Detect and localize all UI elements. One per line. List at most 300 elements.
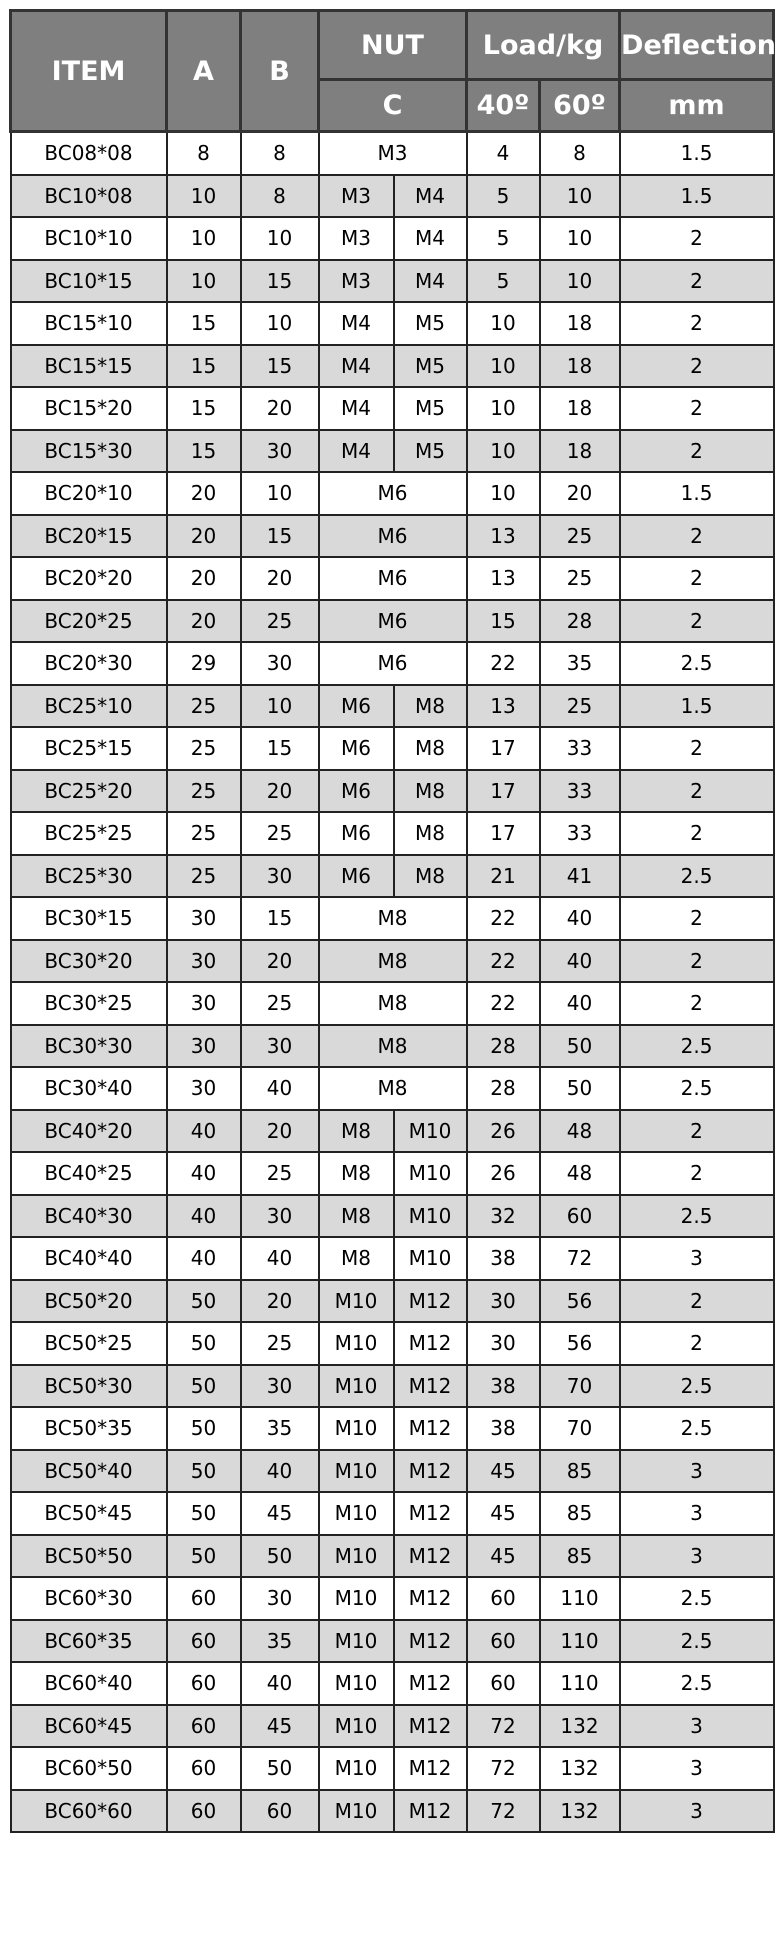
- table-row: [11, 1450, 774, 1493]
- a-cell: 30: [167, 897, 241, 940]
- item-cell: BC50*25: [11, 1322, 167, 1365]
- deflection-cell: 2: [620, 940, 774, 983]
- deflection-cell: 2: [620, 217, 774, 260]
- nut-cell: M12: [394, 1407, 467, 1450]
- item-cell: BC40*20: [11, 1110, 167, 1153]
- header-item: ITEM: [11, 11, 167, 132]
- load-60-cell: 10: [540, 175, 620, 218]
- b-cell: 25: [241, 1322, 319, 1365]
- nut-cell: M3: [319, 260, 394, 303]
- b-cell: 50: [241, 1747, 319, 1790]
- item-cell: BC60*45: [11, 1705, 167, 1748]
- table-row: [11, 1620, 774, 1663]
- nut-cell: M10: [319, 1280, 394, 1323]
- deflection-cell: 2: [620, 387, 774, 430]
- load-60-cell: 18: [540, 345, 620, 388]
- item-cell: BC10*08: [11, 175, 167, 218]
- header-a: A: [167, 11, 241, 132]
- nut-cell: M6: [319, 472, 467, 515]
- item-cell: BC50*40: [11, 1450, 167, 1493]
- a-cell: 25: [167, 770, 241, 813]
- a-cell: 50: [167, 1450, 241, 1493]
- b-cell: 25: [241, 600, 319, 643]
- load-40-cell: 15: [467, 600, 540, 643]
- table-row: [11, 1152, 774, 1195]
- item-cell: BC25*10: [11, 685, 167, 728]
- a-cell: 25: [167, 727, 241, 770]
- load-40-cell: 32: [467, 1195, 540, 1238]
- deflection-cell: 2: [620, 812, 774, 855]
- nut-cell: M3: [319, 175, 394, 218]
- item-cell: BC20*15: [11, 515, 167, 558]
- a-cell: 50: [167, 1492, 241, 1535]
- nut-cell: M6: [319, 685, 394, 728]
- deflection-cell: 2: [620, 1152, 774, 1195]
- item-cell: BC20*30: [11, 642, 167, 685]
- load-60-cell: 18: [540, 430, 620, 473]
- nut-cell: M8: [319, 1237, 394, 1280]
- nut-cell: M8: [394, 727, 467, 770]
- load-40-cell: 10: [467, 472, 540, 515]
- b-cell: 40: [241, 1237, 319, 1280]
- a-cell: 10: [167, 175, 241, 218]
- table-row: [11, 387, 774, 430]
- table-row: [11, 982, 774, 1025]
- a-cell: 15: [167, 302, 241, 345]
- b-cell: 8: [241, 175, 319, 218]
- load-60-cell: 70: [540, 1407, 620, 1450]
- nut-cell: M10: [319, 1450, 394, 1493]
- item-cell: BC40*30: [11, 1195, 167, 1238]
- load-60-cell: 41: [540, 855, 620, 898]
- load-40-cell: 60: [467, 1577, 540, 1620]
- a-cell: 40: [167, 1195, 241, 1238]
- load-40-cell: 60: [467, 1662, 540, 1705]
- table-header: [11, 11, 777, 132]
- nut-cell: M10: [319, 1492, 394, 1535]
- load-60-cell: 33: [540, 812, 620, 855]
- table-row: [11, 302, 774, 345]
- nut-cell: M6: [319, 557, 467, 600]
- deflection-cell: 2.5: [620, 1577, 774, 1620]
- nut-cell: M8: [319, 940, 467, 983]
- b-cell: 10: [241, 685, 319, 728]
- load-40-cell: 45: [467, 1535, 540, 1578]
- a-cell: 40: [167, 1110, 241, 1153]
- item-cell: BC60*30: [11, 1577, 167, 1620]
- a-cell: 15: [167, 345, 241, 388]
- load-60-cell: 33: [540, 770, 620, 813]
- load-60-cell: 25: [540, 685, 620, 728]
- b-cell: 40: [241, 1067, 319, 1110]
- load-40-cell: 72: [467, 1747, 540, 1790]
- nut-cell: M12: [394, 1705, 467, 1748]
- item-cell: BC15*20: [11, 387, 167, 430]
- nut-cell: M8: [319, 897, 467, 940]
- a-cell: 40: [167, 1152, 241, 1195]
- a-cell: 8: [167, 132, 241, 175]
- nut-cell: M5: [394, 345, 467, 388]
- deflection-cell: 2: [620, 1110, 774, 1153]
- table-row: [11, 855, 774, 898]
- deflection-cell: 2: [620, 515, 774, 558]
- load-40-cell: 5: [467, 175, 540, 218]
- deflection-cell: 1.5: [620, 685, 774, 728]
- deflection-cell: 3: [620, 1747, 774, 1790]
- nut-cell: M6: [319, 770, 394, 813]
- table-row: [11, 1195, 774, 1238]
- nut-cell: M10: [394, 1152, 467, 1195]
- nut-cell: M10: [319, 1790, 394, 1833]
- load-40-cell: 28: [467, 1025, 540, 1068]
- table-row: [11, 1407, 774, 1450]
- b-cell: 25: [241, 982, 319, 1025]
- table-row: [11, 600, 774, 643]
- a-cell: 29: [167, 642, 241, 685]
- load-40-cell: 72: [467, 1790, 540, 1833]
- b-cell: 30: [241, 1025, 319, 1068]
- item-cell: BC50*50: [11, 1535, 167, 1578]
- table-row: [11, 1110, 774, 1153]
- a-cell: 30: [167, 982, 241, 1025]
- b-cell: 45: [241, 1492, 319, 1535]
- table-row: [11, 812, 774, 855]
- nut-cell: M6: [319, 515, 467, 558]
- deflection-cell: 3: [620, 1492, 774, 1535]
- b-cell: 15: [241, 897, 319, 940]
- table-row: [11, 1535, 774, 1578]
- load-60-cell: 132: [540, 1790, 620, 1833]
- table-row: [11, 1365, 774, 1408]
- load-60-cell: 40: [540, 982, 620, 1025]
- load-60-cell: 132: [540, 1705, 620, 1748]
- a-cell: 30: [167, 1067, 241, 1110]
- nut-cell: M12: [394, 1790, 467, 1833]
- deflection-cell: 2.5: [620, 1195, 774, 1238]
- deflection-cell: 3: [620, 1237, 774, 1280]
- load-60-cell: 40: [540, 940, 620, 983]
- item-cell: BC50*20: [11, 1280, 167, 1323]
- table-row: [11, 1237, 774, 1280]
- load-40-cell: 17: [467, 812, 540, 855]
- load-40-cell: 45: [467, 1492, 540, 1535]
- load-60-cell: 72: [540, 1237, 620, 1280]
- load-60-cell: 50: [540, 1025, 620, 1068]
- b-cell: 20: [241, 1110, 319, 1153]
- table-row: [11, 430, 774, 473]
- load-60-cell: 60: [540, 1195, 620, 1238]
- deflection-cell: 1.5: [620, 132, 774, 175]
- header-angle-60: 60º: [540, 80, 620, 132]
- table-row: [11, 345, 774, 388]
- nut-cell: M10: [319, 1577, 394, 1620]
- load-40-cell: 22: [467, 982, 540, 1025]
- nut-cell: M10: [394, 1110, 467, 1153]
- item-cell: BC08*08: [11, 132, 167, 175]
- nut-cell: M10: [394, 1237, 467, 1280]
- nut-cell: M12: [394, 1535, 467, 1578]
- deflection-cell: 3: [620, 1535, 774, 1578]
- nut-cell: M10: [319, 1365, 394, 1408]
- load-40-cell: 38: [467, 1407, 540, 1450]
- nut-cell: M12: [394, 1492, 467, 1535]
- nut-cell: M8: [394, 855, 467, 898]
- a-cell: 60: [167, 1747, 241, 1790]
- table-row: [11, 642, 774, 685]
- deflection-cell: 1.5: [620, 472, 774, 515]
- b-cell: 25: [241, 1152, 319, 1195]
- item-cell: BC60*40: [11, 1662, 167, 1705]
- table-row: [11, 1790, 774, 1833]
- deflection-cell: 2.5: [620, 1662, 774, 1705]
- a-cell: 15: [167, 430, 241, 473]
- nut-cell: M10: [319, 1747, 394, 1790]
- load-60-cell: 20: [540, 472, 620, 515]
- nut-cell: M12: [394, 1280, 467, 1323]
- b-cell: 40: [241, 1450, 319, 1493]
- a-cell: 20: [167, 600, 241, 643]
- nut-cell: M3: [319, 132, 467, 175]
- load-60-cell: 25: [540, 515, 620, 558]
- header-load: Load/kg: [467, 11, 620, 80]
- item-cell: BC25*15: [11, 727, 167, 770]
- nut-cell: M12: [394, 1450, 467, 1493]
- load-40-cell: 22: [467, 940, 540, 983]
- b-cell: 40: [241, 1662, 319, 1705]
- table-row: [11, 1747, 774, 1790]
- nut-cell: M12: [394, 1365, 467, 1408]
- nut-cell: M4: [394, 217, 467, 260]
- nut-cell: M3: [319, 217, 394, 260]
- table-row: [11, 175, 774, 218]
- table-row: [11, 770, 774, 813]
- load-40-cell: 30: [467, 1322, 540, 1365]
- deflection-cell: 2.5: [620, 1067, 774, 1110]
- a-cell: 30: [167, 940, 241, 983]
- b-cell: 10: [241, 217, 319, 260]
- b-cell: 50: [241, 1535, 319, 1578]
- load-60-cell: 10: [540, 260, 620, 303]
- nut-cell: M8: [319, 1025, 467, 1068]
- item-cell: BC20*25: [11, 600, 167, 643]
- nut-cell: M4: [319, 387, 394, 430]
- item-cell: BC50*30: [11, 1365, 167, 1408]
- b-cell: 15: [241, 515, 319, 558]
- item-cell: BC10*10: [11, 217, 167, 260]
- item-cell: BC30*40: [11, 1067, 167, 1110]
- deflection-cell: 2: [620, 430, 774, 473]
- b-cell: 35: [241, 1407, 319, 1450]
- item-cell: BC60*50: [11, 1747, 167, 1790]
- load-40-cell: 10: [467, 387, 540, 430]
- item-cell: BC10*15: [11, 260, 167, 303]
- a-cell: 60: [167, 1662, 241, 1705]
- table-row: [11, 1577, 774, 1620]
- load-40-cell: 28: [467, 1067, 540, 1110]
- load-40-cell: 30: [467, 1280, 540, 1323]
- load-40-cell: 22: [467, 642, 540, 685]
- nut-cell: M12: [394, 1322, 467, 1365]
- a-cell: 10: [167, 260, 241, 303]
- nut-cell: M6: [319, 600, 467, 643]
- load-60-cell: 33: [540, 727, 620, 770]
- nut-cell: M5: [394, 387, 467, 430]
- b-cell: 35: [241, 1620, 319, 1663]
- a-cell: 60: [167, 1577, 241, 1620]
- a-cell: 20: [167, 472, 241, 515]
- b-cell: 20: [241, 940, 319, 983]
- item-cell: BC20*20: [11, 557, 167, 600]
- load-60-cell: 35: [540, 642, 620, 685]
- table-row: [11, 897, 774, 940]
- header-unit: mm: [620, 80, 774, 132]
- nut-cell: M10: [319, 1407, 394, 1450]
- b-cell: 30: [241, 642, 319, 685]
- nut-cell: M8: [394, 770, 467, 813]
- load-60-cell: 8: [540, 132, 620, 175]
- load-60-cell: 85: [540, 1535, 620, 1578]
- item-cell: BC30*30: [11, 1025, 167, 1068]
- deflection-cell: 2.5: [620, 1025, 774, 1068]
- a-cell: 25: [167, 812, 241, 855]
- nut-cell: M5: [394, 430, 467, 473]
- load-60-cell: 50: [540, 1067, 620, 1110]
- deflection-cell: 2: [620, 727, 774, 770]
- load-40-cell: 17: [467, 727, 540, 770]
- a-cell: 60: [167, 1705, 241, 1748]
- b-cell: 15: [241, 727, 319, 770]
- b-cell: 8: [241, 132, 319, 175]
- b-cell: 20: [241, 557, 319, 600]
- nut-cell: M8: [319, 982, 467, 1025]
- deflection-cell: 2: [620, 260, 774, 303]
- load-40-cell: 13: [467, 515, 540, 558]
- deflection-cell: 2: [620, 770, 774, 813]
- b-cell: 15: [241, 260, 319, 303]
- item-cell: BC30*25: [11, 982, 167, 1025]
- nut-cell: M12: [394, 1747, 467, 1790]
- item-cell: BC50*45: [11, 1492, 167, 1535]
- load-40-cell: 60: [467, 1620, 540, 1663]
- load-60-cell: 48: [540, 1152, 620, 1195]
- item-cell: BC20*10: [11, 472, 167, 515]
- item-cell: BC15*10: [11, 302, 167, 345]
- deflection-cell: 3: [620, 1705, 774, 1748]
- nut-cell: M4: [319, 430, 394, 473]
- load-40-cell: 17: [467, 770, 540, 813]
- a-cell: 50: [167, 1535, 241, 1578]
- b-cell: 30: [241, 430, 319, 473]
- nut-cell: M4: [394, 175, 467, 218]
- nut-cell: M8: [319, 1067, 467, 1110]
- load-40-cell: 72: [467, 1705, 540, 1748]
- nut-cell: M12: [394, 1577, 467, 1620]
- load-40-cell: 26: [467, 1110, 540, 1153]
- deflection-cell: 2: [620, 302, 774, 345]
- a-cell: 40: [167, 1237, 241, 1280]
- deflection-cell: 3: [620, 1790, 774, 1833]
- b-cell: 30: [241, 1577, 319, 1620]
- load-60-cell: 85: [540, 1492, 620, 1535]
- item-cell: BC60*60: [11, 1790, 167, 1833]
- load-40-cell: 13: [467, 557, 540, 600]
- nut-cell: M6: [319, 727, 394, 770]
- nut-cell: M4: [319, 345, 394, 388]
- load-40-cell: 5: [467, 260, 540, 303]
- nut-cell: M8: [319, 1152, 394, 1195]
- item-cell: BC50*35: [11, 1407, 167, 1450]
- table-row: [11, 1322, 774, 1365]
- item-cell: BC15*15: [11, 345, 167, 388]
- deflection-cell: 2: [620, 345, 774, 388]
- item-cell: BC60*35: [11, 1620, 167, 1663]
- b-cell: 10: [241, 302, 319, 345]
- deflection-cell: 2.5: [620, 1365, 774, 1408]
- nut-cell: M10: [319, 1662, 394, 1705]
- b-cell: 30: [241, 855, 319, 898]
- deflection-cell: 2: [620, 557, 774, 600]
- table-row: [11, 1492, 774, 1535]
- a-cell: 50: [167, 1407, 241, 1450]
- load-40-cell: 22: [467, 897, 540, 940]
- deflection-cell: 2.5: [620, 855, 774, 898]
- load-40-cell: 5: [467, 217, 540, 260]
- load-60-cell: 18: [540, 387, 620, 430]
- load-40-cell: 10: [467, 302, 540, 345]
- nut-cell: M6: [319, 642, 467, 685]
- table-row: [11, 1025, 774, 1068]
- b-cell: 60: [241, 1790, 319, 1833]
- a-cell: 20: [167, 515, 241, 558]
- item-cell: BC15*30: [11, 430, 167, 473]
- header-deflection: Deflection: [620, 11, 774, 80]
- header-c: C: [319, 80, 467, 132]
- nut-cell: M10: [319, 1705, 394, 1748]
- item-cell: BC30*20: [11, 940, 167, 983]
- b-cell: 30: [241, 1365, 319, 1408]
- load-40-cell: 10: [467, 345, 540, 388]
- b-cell: 20: [241, 1280, 319, 1323]
- table-row: [11, 1280, 774, 1323]
- item-cell: BC25*25: [11, 812, 167, 855]
- deflection-cell: 2: [620, 600, 774, 643]
- b-cell: 15: [241, 345, 319, 388]
- deflection-cell: 2: [620, 1280, 774, 1323]
- nut-cell: M10: [319, 1322, 394, 1365]
- nut-cell: M10: [319, 1535, 394, 1578]
- a-cell: 10: [167, 217, 241, 260]
- b-cell: 45: [241, 1705, 319, 1748]
- item-cell: BC25*20: [11, 770, 167, 813]
- load-60-cell: 48: [540, 1110, 620, 1153]
- load-60-cell: 110: [540, 1620, 620, 1663]
- table-row: [11, 260, 774, 303]
- load-60-cell: 18: [540, 302, 620, 345]
- header-row-top: [11, 11, 774, 80]
- nut-cell: M12: [394, 1620, 467, 1663]
- load-60-cell: 25: [540, 557, 620, 600]
- nut-cell: M8: [319, 1110, 394, 1153]
- table-row: [11, 557, 774, 600]
- deflection-cell: 1.5: [620, 175, 774, 218]
- a-cell: 30: [167, 1025, 241, 1068]
- load-40-cell: 13: [467, 685, 540, 728]
- load-60-cell: 70: [540, 1365, 620, 1408]
- load-60-cell: 110: [540, 1577, 620, 1620]
- nut-cell: M6: [319, 855, 394, 898]
- a-cell: 15: [167, 387, 241, 430]
- load-60-cell: 110: [540, 1662, 620, 1705]
